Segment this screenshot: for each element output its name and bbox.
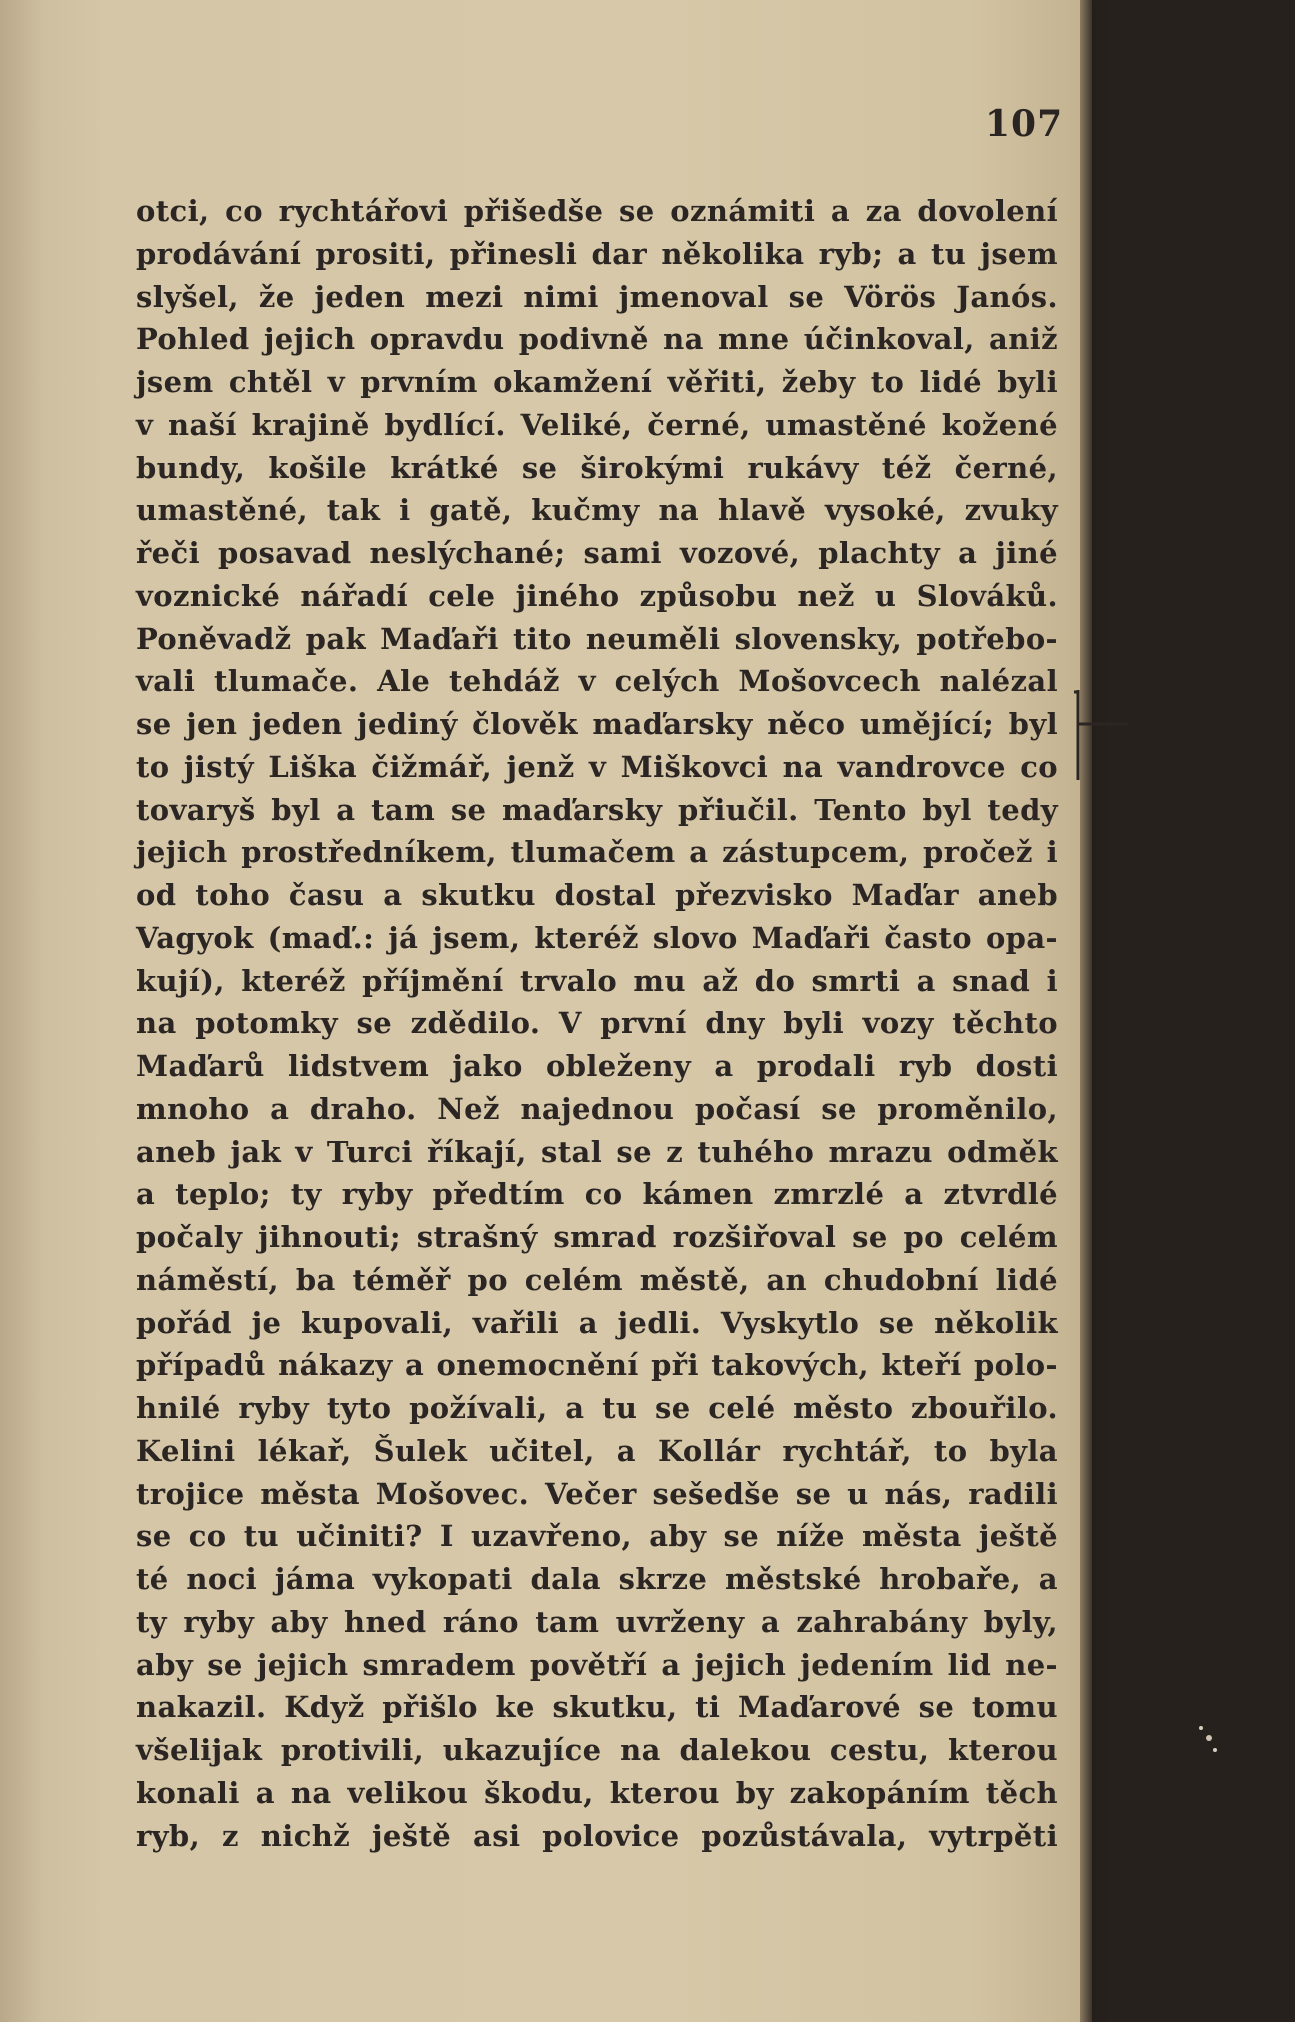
text-line: v naší krajině bydlící. Veliké, černé, umastěné kožené bbox=[136, 407, 1058, 442]
text-line: trojice města Mošovec. Večer sešedše se u nás, radili bbox=[136, 1476, 1058, 1511]
body-text bbox=[136, 190, 1058, 1857]
text-line: konali a na velikou škodu, kterou by zakopáním těch bbox=[136, 1775, 1058, 1810]
text-line: Kelini lékař, Šulek učitel, a Kollár rychtář, to byla bbox=[136, 1433, 1058, 1468]
text-line: hnilé ryby tyto požívali, a tu se celé město zbouřilo. bbox=[136, 1391, 1058, 1425]
text-line: prodávání prositi, přinesli dar několika ryb; a tu jsem bbox=[136, 236, 1058, 271]
text-line: aby se jejich smradem povětří a jejich jedením lid ne- bbox=[136, 1647, 1058, 1682]
text-line: od toho času a skutku dostal přezvisko Maďar aneb bbox=[136, 878, 1058, 912]
text-line: tovaryš byl a tam se maďarsky přiučil. Tento byl tedy bbox=[136, 792, 1058, 827]
text-line: bundy, košile krátké se širokými rukávy též černé, bbox=[136, 450, 1058, 485]
text-line: mnoho a draho. Než najednou počasí se proměnilo, bbox=[136, 1091, 1058, 1126]
text-line: na potomky se zdědilo. V první dny byli vozy těchto bbox=[136, 1006, 1058, 1041]
text-line: se co tu učiniti? I uzavřeno, aby se níže města ještě bbox=[136, 1519, 1058, 1554]
text-line: Maďarů lidstvem jako obleženy a prodali ryb dosti bbox=[136, 1049, 1058, 1083]
text-line: Vagyok (maď.: já jsem, kteréž slovo Maďaři často opa- bbox=[136, 920, 1058, 955]
text-line: té noci jáma vykopati dala skrze městské hrobaře, a bbox=[136, 1562, 1058, 1596]
text-line: to jistý Liška čižmář, jenž v Miškovci na vandrovce co bbox=[136, 749, 1058, 784]
text-line: jsem chtěl v prvním okamžení věřiti, žeby to lidé byli bbox=[136, 365, 1058, 399]
text-line: všelijak protivili, ukazujíce na dalekou cestu, kterou bbox=[136, 1733, 1058, 1767]
text-line: a teplo; ty ryby předtím co kámen zmrzlé a ztvrdlé bbox=[136, 1177, 1058, 1212]
text-line: otci, co rychtářovi přišedše se oznámiti a za dovolení bbox=[136, 194, 1058, 228]
text-line: řeči posavad neslýchané; sami vozové, plachty a jiné bbox=[136, 536, 1058, 570]
text-line: počaly jihnouti; strašný smrad rozšiřoval se po celém bbox=[136, 1220, 1058, 1254]
text-line: voznické nářadí cele jiného způsobu než u Slováků. bbox=[136, 578, 1058, 613]
text-line: případů nákazy a onemocnění při takových, kteří polo- bbox=[136, 1348, 1058, 1383]
text-line: Pohled jejich opravdu podivně na mne účinkoval, aniž bbox=[136, 322, 1058, 357]
edge-specks-decoration bbox=[1195, 1720, 1221, 1760]
margin-bracket-mark bbox=[1070, 688, 1130, 783]
text-line: jejich prostředníkem, tlumačem a zástupcem, pročež i bbox=[136, 835, 1058, 870]
text-line: se jen jeden jediný člověk maďarsky něco umějící; byl bbox=[136, 707, 1058, 741]
text-line: Poněvadž pak Maďaři tito neuměli slovensky, potřebo- bbox=[136, 621, 1058, 656]
text-line: slyšel, že jeden mezi nimi jmenoval se Vörös Janós. bbox=[136, 279, 1058, 314]
text-line: ty ryby aby hned ráno tam uvrženy a zahrabány byly, bbox=[136, 1604, 1058, 1639]
text-line: pořád je kupovali, vařili a jedli. Vyskytlo se několik bbox=[136, 1305, 1058, 1340]
text-line: umastěné, tak i gatě, kučmy na hlavě vysoké, zvuky bbox=[136, 493, 1058, 528]
text-line: ryb, z nichž ještě asi polovice pozůstávala, vytrpěti bbox=[136, 1818, 1058, 1853]
text-line: vali tlumače. Ale tehdáž v celých Mošovcech nalézal bbox=[136, 664, 1058, 699]
text-line: aneb jak v Turci říkají, stal se z tuhého mrazu odměk bbox=[136, 1134, 1058, 1169]
text-line: náměstí, ba téměř po celém městě, an chudobní lidé bbox=[136, 1262, 1058, 1297]
page-number: 107 bbox=[985, 103, 1064, 145]
text-line: kují), kteréž příjmění trvalo mu až do smrti a snad i bbox=[136, 963, 1058, 998]
text-line: nakazil. Když přišlo ke skutku, ti Maďarové se tomu bbox=[136, 1690, 1058, 1725]
